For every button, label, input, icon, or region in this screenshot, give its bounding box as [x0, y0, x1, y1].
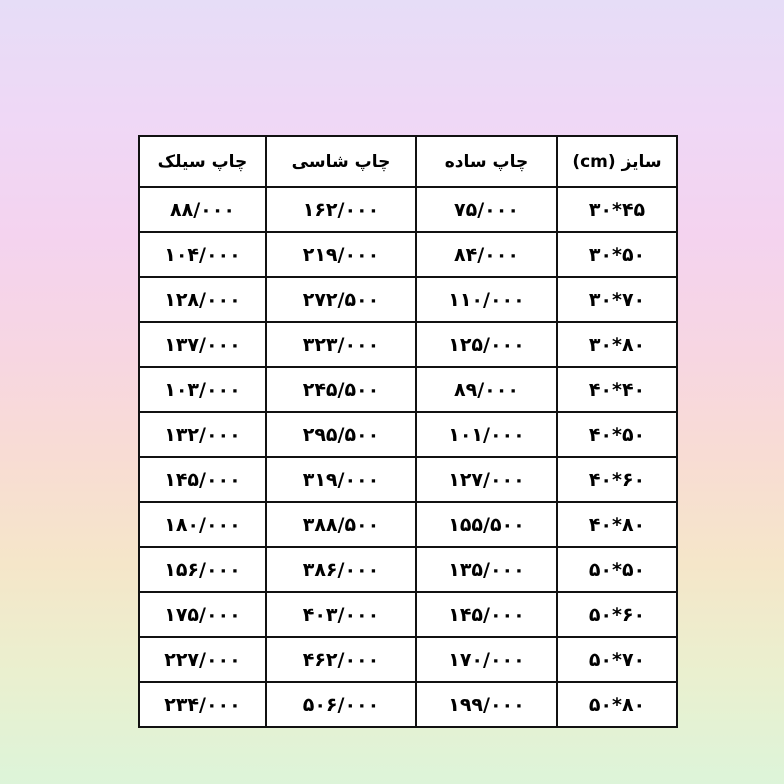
silk-price-cell: ۱۵۶/۰۰۰ — [139, 547, 266, 592]
chassis-price-cell: ۴۰۳/۰۰۰ — [266, 592, 416, 637]
table-row — [139, 322, 677, 367]
chassis-price-cell: ۳۱۹/۰۰۰ — [266, 457, 416, 502]
size-cell: ۵۰*۶۰ — [557, 592, 677, 637]
table-row — [139, 592, 677, 637]
price-table — [138, 135, 678, 728]
table-row — [139, 367, 677, 412]
silk-price-cell: ۱۰۳/۰۰۰ — [139, 367, 266, 412]
size-cell: ۳۰*۴۵ — [557, 187, 677, 232]
silk-price-cell: ۱۲۸/۰۰۰ — [139, 277, 266, 322]
chassis-price-cell: ۲۴۵/۵۰۰ — [266, 367, 416, 412]
size-cell: ۴۰*۸۰ — [557, 502, 677, 547]
chassis-price-cell: ۴۶۲/۰۰۰ — [266, 637, 416, 682]
size-cell: ۴۰*۵۰ — [557, 412, 677, 457]
silk-price-cell: ۱۳۲/۰۰۰ — [139, 412, 266, 457]
silk-price-cell: ۲۲۷/۰۰۰ — [139, 637, 266, 682]
simple-price-cell: ۱۴۵/۰۰۰ — [416, 592, 557, 637]
chassis-price-cell: ۳۸۸/۵۰۰ — [266, 502, 416, 547]
simple-price-cell: ۱۲۷/۰۰۰ — [416, 457, 557, 502]
header-size: سایز (cm) — [557, 136, 677, 187]
size-cell: ۳۰*۸۰ — [557, 322, 677, 367]
table-row — [139, 637, 677, 682]
silk-price-cell: ۱۴۵/۰۰۰ — [139, 457, 266, 502]
chassis-price-cell: ۱۶۲/۰۰۰ — [266, 187, 416, 232]
silk-price-cell: ۱۳۷/۰۰۰ — [139, 322, 266, 367]
simple-price-cell: ۱۷۰/۰۰۰ — [416, 637, 557, 682]
table-row — [139, 232, 677, 277]
chassis-price-cell: ۳۸۶/۰۰۰ — [266, 547, 416, 592]
table-row — [139, 682, 677, 727]
simple-price-cell: ۱۳۵/۰۰۰ — [416, 547, 557, 592]
silk-price-cell: ۸۸/۰۰۰ — [139, 187, 266, 232]
size-cell: ۵۰*۷۰ — [557, 637, 677, 682]
simple-price-cell: ۱۹۹/۰۰۰ — [416, 682, 557, 727]
size-cell: ۴۰*۶۰ — [557, 457, 677, 502]
simple-price-cell: ۱۱۰/۰۰۰ — [416, 277, 557, 322]
simple-price-cell: ۱۵۵/۵۰۰ — [416, 502, 557, 547]
table-row — [139, 457, 677, 502]
table-row — [139, 277, 677, 322]
silk-price-cell: ۱۸۰/۰۰۰ — [139, 502, 266, 547]
header-silk-print: چاپ سیلک — [139, 136, 266, 187]
size-cell: ۳۰*۷۰ — [557, 277, 677, 322]
table-row — [139, 187, 677, 232]
simple-price-cell: ۱۰۱/۰۰۰ — [416, 412, 557, 457]
silk-price-cell: ۲۳۴/۰۰۰ — [139, 682, 266, 727]
chassis-price-cell: ۲۷۲/۵۰۰ — [266, 277, 416, 322]
chassis-price-cell: ۵۰۶/۰۰۰ — [266, 682, 416, 727]
silk-price-cell: ۱۰۴/۰۰۰ — [139, 232, 266, 277]
chassis-price-cell: ۲۱۹/۰۰۰ — [266, 232, 416, 277]
table-row — [139, 412, 677, 457]
table-row — [139, 547, 677, 592]
chassis-price-cell: ۳۲۳/۰۰۰ — [266, 322, 416, 367]
size-cell: ۴۰*۴۰ — [557, 367, 677, 412]
table-row — [139, 502, 677, 547]
size-cell: ۵۰*۵۰ — [557, 547, 677, 592]
header-simple-print: چاپ ساده — [416, 136, 557, 187]
simple-price-cell: ۸۴/۰۰۰ — [416, 232, 557, 277]
size-cell: ۵۰*۸۰ — [557, 682, 677, 727]
simple-price-cell: ۷۵/۰۰۰ — [416, 187, 557, 232]
table-header-row — [139, 136, 677, 187]
silk-price-cell: ۱۷۵/۰۰۰ — [139, 592, 266, 637]
chassis-price-cell: ۲۹۵/۵۰۰ — [266, 412, 416, 457]
simple-price-cell: ۸۹/۰۰۰ — [416, 367, 557, 412]
size-cell: ۳۰*۵۰ — [557, 232, 677, 277]
simple-price-cell: ۱۲۵/۰۰۰ — [416, 322, 557, 367]
header-chassis-print: چاپ شاسی — [266, 136, 416, 187]
